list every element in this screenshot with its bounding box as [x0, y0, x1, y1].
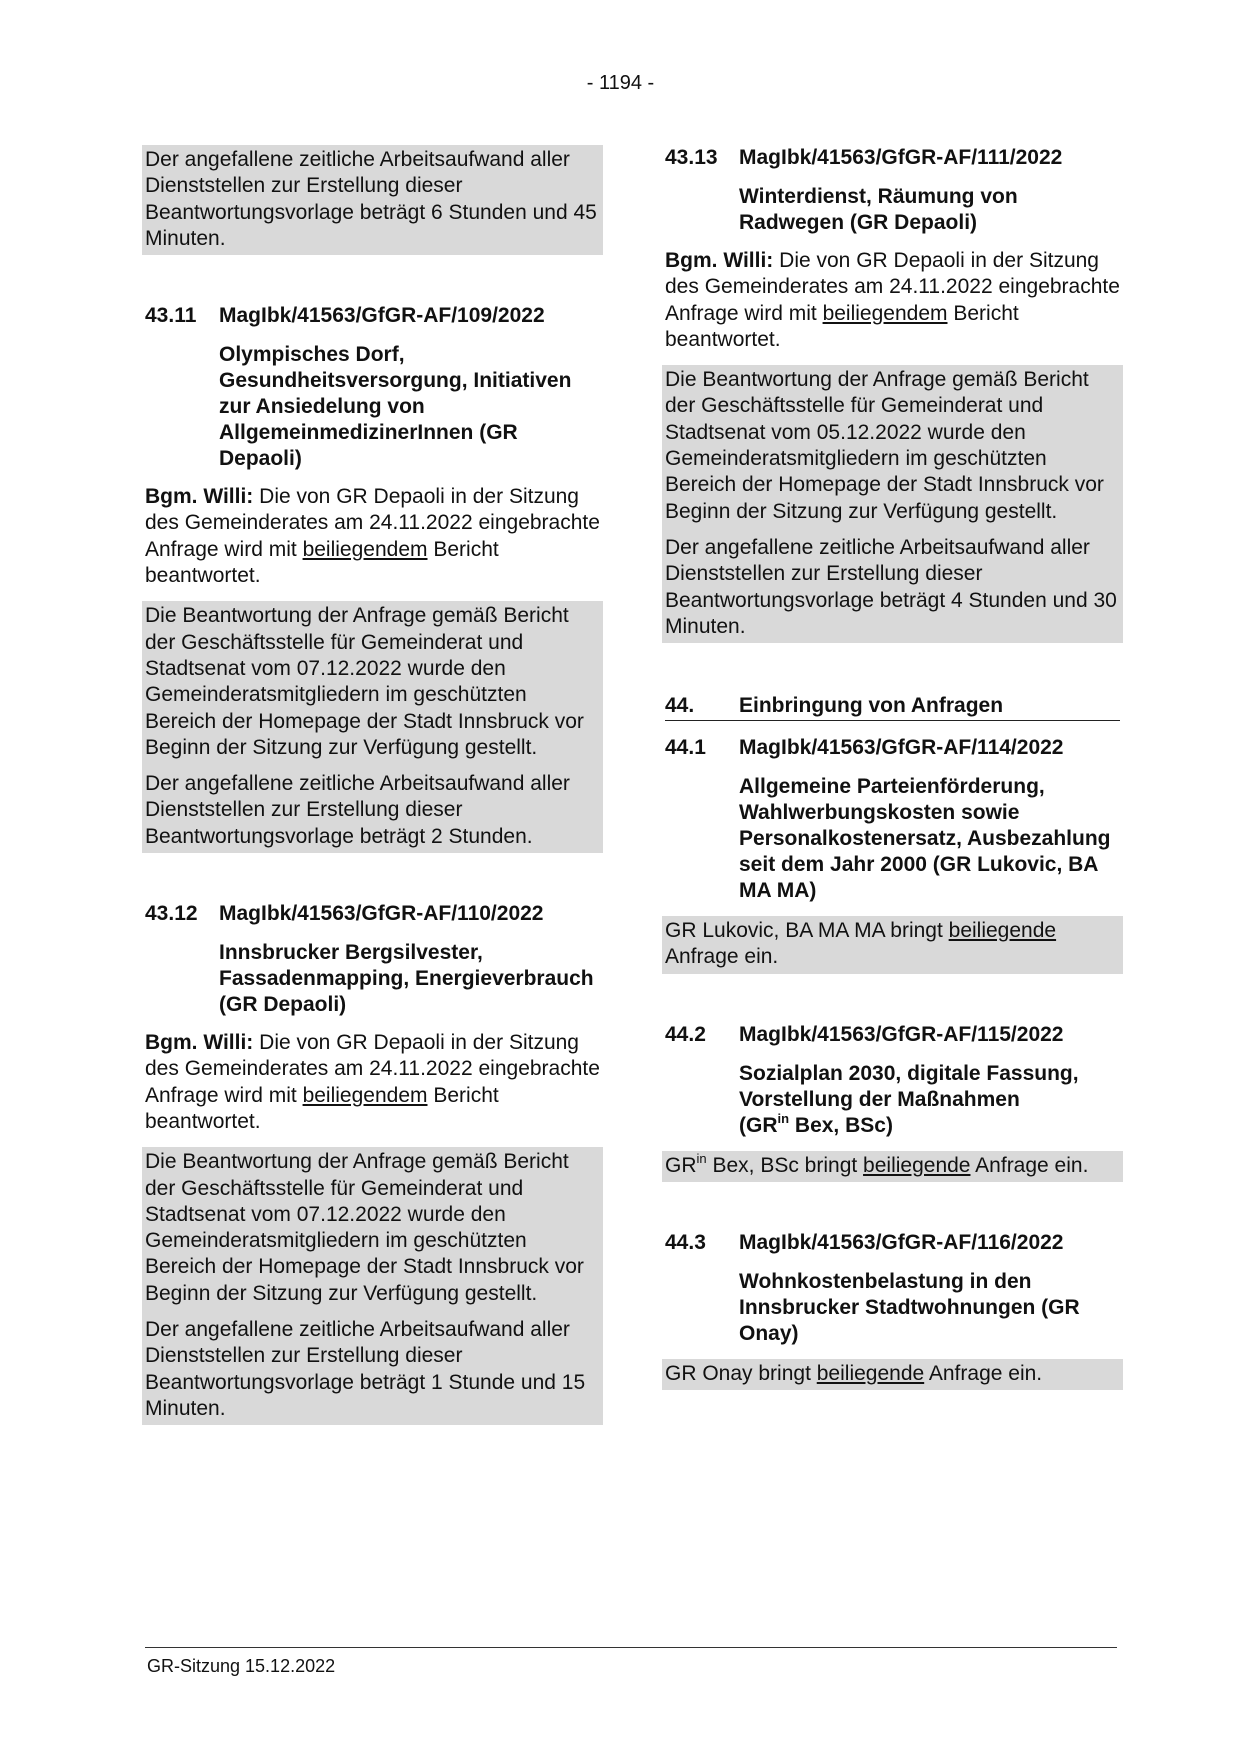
- item-reference: MagIbk/41563/GfGR-AF/111/2022: [739, 146, 1063, 169]
- item-title: [739, 1061, 1120, 1139]
- answer-text: Die von GR Depaoli in der Sitzung des Gemeinderates am 24.11.2022 eingebrachte Anfrage wird mit: [145, 485, 600, 561]
- info-block: [662, 365, 1123, 643]
- bringt-word: bringt: [758, 1362, 811, 1386]
- item-title: Allgemeine Parteienförderung, Wahlwerbungskosten sowie Personalkostenersatz, Ausbezahlung seit dem Jahr 2000 (GR Lukovic, BA MA MA): [739, 775, 1111, 903]
- item-reference: MagIbk/41563/GfGR-AF/116/2022: [739, 1231, 1064, 1255]
- item-reference: MagIbk/41563/GfGR-AF/115/2022: [739, 1022, 1064, 1046]
- item-reference: MagIbk/41563/GfGR-AF/110/2022: [219, 902, 544, 926]
- title-tail: Bex, BSc): [789, 1113, 893, 1137]
- answer-suffix: Bericht beantwortet.: [145, 1083, 499, 1133]
- footer: GR-Sitzung 15.12.2022: [147, 1656, 336, 1676]
- item-heading: [665, 145, 1120, 171]
- request-block: [662, 1359, 1123, 1390]
- answer-suffix: Bericht beantwortet.: [665, 301, 1019, 351]
- attachment-word: beiliegende: [816, 1362, 925, 1386]
- item-number: 43.11: [145, 304, 197, 328]
- request-suffix: Anfrage ein.: [665, 945, 779, 969]
- item-answer: [145, 484, 600, 589]
- item-answer: [665, 248, 1120, 353]
- request-suffix: Anfrage ein.: [928, 1362, 1043, 1386]
- item-number: 44.3: [665, 1231, 706, 1255]
- attachment-word: beiliegendem: [302, 537, 428, 561]
- item-title: Winterdienst, Räumung von Radwegen (GR Depaoli): [739, 185, 1018, 234]
- item-reference: MagIbk/41563/GfGR-AF/114/2022: [739, 736, 1064, 760]
- info-text: Die Beantwortung der Anfrage gemäß Bericht der Geschäftsstelle für Gemeinderat und Stadtsenat vom 05.12.2022 wurde den Gemeinderatsmitgliedern im geschützten Bereich der Homepage der Stadt Innsbruck vor Beginn der Sitzung zur Verfügung gestellt.: [665, 368, 1104, 523]
- item-title: Innsbrucker Bergsilvester, Fassadenmapping, Energieverbrauch (GR Depaoli): [219, 941, 594, 1017]
- info-block: [142, 1147, 603, 1425]
- item-heading: [665, 1022, 1120, 1048]
- request-block: [662, 1151, 1123, 1182]
- item-number: 44.1: [665, 736, 706, 760]
- effort-text: Der angefallene zeitliche Arbeitsaufwand aller Dienststellen zur Erstellung dieser Beantwortungsvorlage beträgt 6 Stunden und 45 Minuten.: [145, 148, 597, 250]
- effort-text: Der angefallene zeitliche Arbeitsaufwand aller Dienststellen zur Erstellung dieser Beantwortungsvorlage beträgt 2 Stunden.: [145, 772, 570, 848]
- agenda-item-43-12: [145, 901, 600, 1425]
- item-title: Wohnkostenbelastung in den Innsbrucker Stadtwohnungen (GR Onay): [739, 1270, 1080, 1346]
- request-text: [665, 1361, 1120, 1387]
- requester-tail: Bex, BSc: [706, 1153, 799, 1177]
- attachment-word: beiliegendem: [822, 301, 948, 325]
- page-number: - 1194 -: [586, 72, 655, 94]
- left-column: [145, 145, 600, 1425]
- footer-rule: [145, 1647, 1117, 1648]
- item-reference: MagIbk/41563/GfGR-AF/109/2022: [219, 304, 545, 328]
- section-title: Einbringung von Anfragen: [739, 694, 1004, 718]
- effort-text: Der angefallene zeitliche Arbeitsaufwand aller Dienststellen zur Erstellung dieser Beantwortungsvorlage beträgt 1 Stunde und 15 Minuten.: [145, 1318, 586, 1420]
- requester: GR Lukovic, BA MA MA: [665, 919, 885, 943]
- agenda-item-44-3: [665, 1230, 1120, 1390]
- item-number: 43.12: [145, 902, 198, 926]
- effort-block-prev: [142, 145, 603, 255]
- item-answer: [145, 1030, 600, 1135]
- item-heading: [665, 1230, 1120, 1256]
- answer-text: Die von GR Depaoli in der Sitzung des Gemeinderates am 24.11.2022 eingebrachte Anfrage wird mit: [145, 1031, 600, 1107]
- attachment-word: beiliegendem: [302, 1083, 428, 1107]
- request-suffix: Anfrage ein.: [975, 1153, 1089, 1177]
- item-heading: [145, 901, 600, 927]
- agenda-item-44-2: [665, 1022, 1120, 1182]
- bringt-word: bringt: [890, 919, 943, 943]
- speaker-label: Bgm. Willi:: [145, 1031, 254, 1055]
- right-column: [665, 145, 1120, 1390]
- title-gr: (GR: [739, 1113, 778, 1137]
- effort-text: Der angefallene zeitliche Arbeitsaufwand aller Dienststellen zur Erstellung dieser Beantwortungsvorlage beträgt 4 Stunden und 30 Minuten.: [665, 535, 1117, 638]
- info-text: Die Beantwortung der Anfrage gemäß Bericht der Geschäftsstelle für Gemeinderat und Stadtsenat vom 07.12.2022 wurde den Gemeinderatsmitgliedern im geschützten Bereich der Homepage der Stadt Innsbruck vor Beginn der Sitzung zur Verfügung gestellt.: [145, 604, 584, 759]
- title-sup: in: [777, 1110, 790, 1126]
- title-line: [739, 1110, 1120, 1139]
- title-line: Sozialplan 2030, digitale Fassung,: [739, 1061, 1079, 1085]
- item-number: 44.2: [665, 1022, 706, 1046]
- item-title: Olympisches Dorf, Gesundheitsversorgung, Initiativen zur Ansiedelung von AllgemeinmedizinerInnen (GR Depaoli): [219, 343, 572, 471]
- request-block: [662, 916, 1123, 974]
- request-text: [665, 1150, 1120, 1179]
- agenda-item-43-11: [145, 303, 600, 853]
- speaker-label: Bgm. Willi:: [145, 485, 254, 509]
- requester: GR: [665, 1153, 697, 1177]
- speaker-label: Bgm. Willi:: [665, 249, 774, 272]
- request-text: [665, 918, 1120, 971]
- attachment-word: beiliegende: [863, 1153, 971, 1177]
- title-line: Vorstellung der Maßnahmen: [739, 1087, 1020, 1111]
- requester-sup: in: [696, 1150, 707, 1166]
- bringt-word: bringt: [804, 1153, 858, 1177]
- item-heading: [665, 735, 1120, 761]
- section-number: 44.: [665, 694, 695, 718]
- requester: GR Onay: [665, 1362, 753, 1386]
- item-number: 43.13: [665, 146, 718, 169]
- answer-suffix: Bericht beantwortet.: [145, 537, 499, 588]
- section-heading-44: [665, 693, 1120, 721]
- item-heading: [145, 303, 600, 329]
- answer-text: Die von GR Depaoli in der Sitzung des Gemeinderates am 24.11.2022 eingebrachte Anfrage wird mit: [665, 249, 1120, 325]
- info-text: Die Beantwortung der Anfrage gemäß Bericht der Geschäftsstelle für Gemeinderat und Stadtsenat vom 07.12.2022 wurde den Gemeinderatsmitgliedern im geschützten Bereich der Homepage der Stadt Innsbruck vor Beginn der Sitzung zur Verfügung gestellt.: [145, 1150, 584, 1305]
- info-block: [142, 601, 603, 853]
- agenda-item-43-13: [665, 145, 1120, 643]
- agenda-item-44-1: [665, 735, 1120, 974]
- attachment-word: beiliegende: [948, 919, 1057, 943]
